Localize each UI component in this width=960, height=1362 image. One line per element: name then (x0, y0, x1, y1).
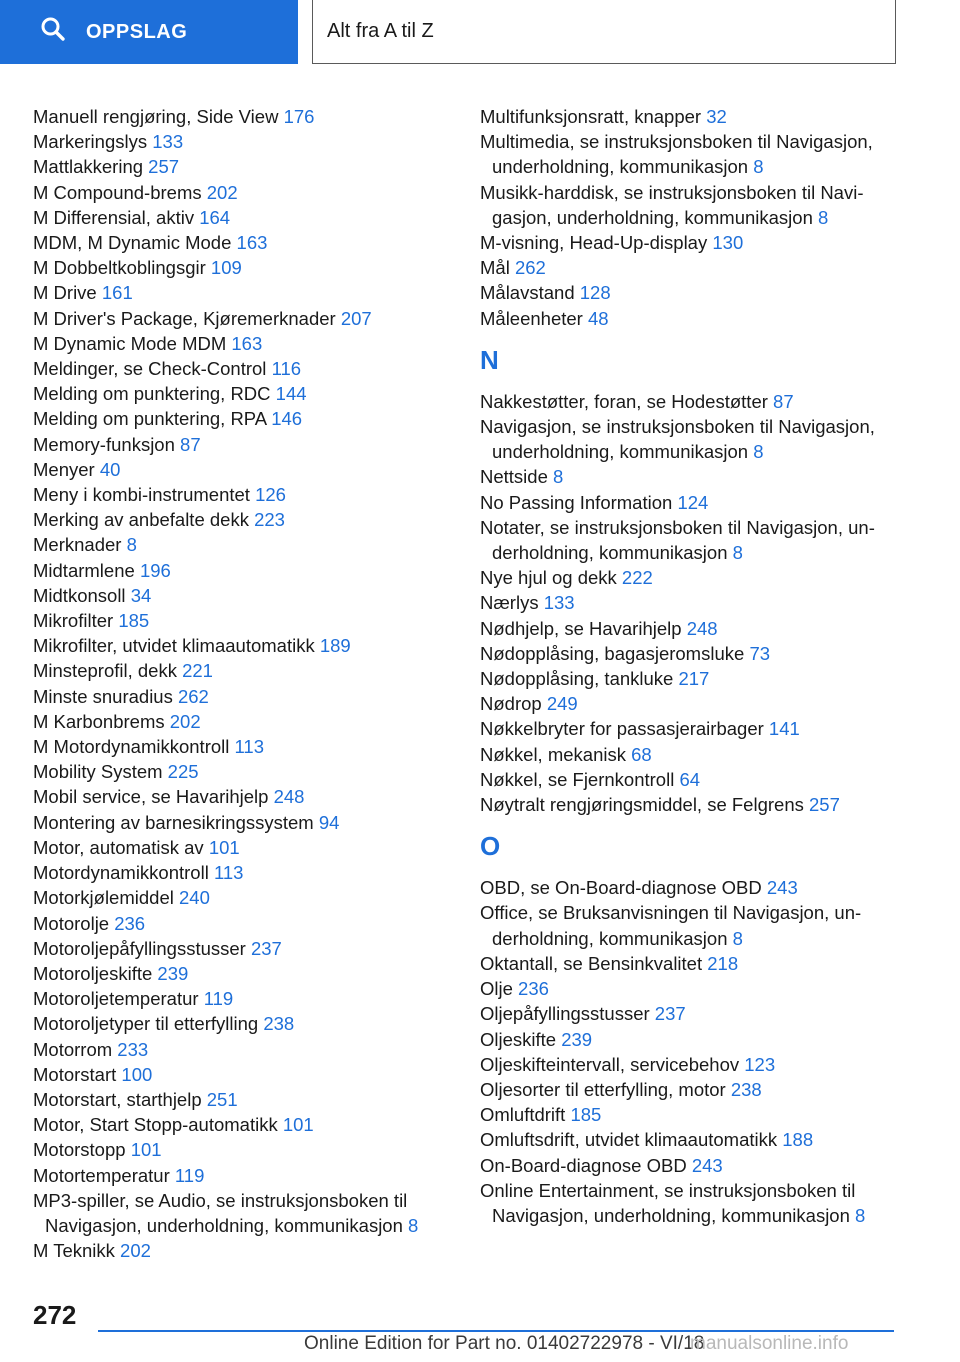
page-link[interactable]: 240 (179, 887, 210, 909)
page-link[interactable]: 8 (753, 441, 764, 463)
index-term: Nødopplåsing, tankluke (480, 668, 674, 690)
page-link[interactable]: 8 (732, 927, 743, 949)
index-entry (33, 784, 473, 809)
page-link[interactable]: 8 (408, 1214, 419, 1236)
page-link[interactable]: 262 (514, 257, 546, 279)
section-letter: N (480, 344, 499, 375)
index-entry (480, 666, 900, 691)
index-entry (480, 180, 900, 230)
index-term: Mattlakkering (33, 156, 144, 178)
index-term: Motoroljeskifte (33, 962, 153, 984)
index-term: Mobil service, se Havarihjelp (33, 786, 269, 808)
index-entry (33, 255, 473, 280)
index-term: Markeringslys (33, 131, 148, 153)
index-entry (33, 129, 473, 154)
page-link[interactable]: 141 (768, 718, 800, 740)
page-link[interactable]: 163 (231, 332, 263, 354)
index-entry (33, 860, 473, 885)
index-term: Motorstart, starthjelp (33, 1088, 202, 1110)
page-link[interactable]: 207 (340, 307, 372, 329)
page-link[interactable]: 185 (118, 610, 150, 632)
page-link[interactable]: 236 (114, 912, 146, 934)
index-entry (480, 565, 900, 590)
index-term: Notater, se instruksjonsboken til Navigasjon, un-derholdning, kommunikasjon (480, 516, 875, 564)
index-entry (33, 1112, 473, 1137)
index-entry (480, 641, 900, 666)
index-term: Midtarmlene (33, 559, 135, 581)
index-term: Nærlys (480, 592, 539, 614)
index-term: Manuell rengjøring, Side View (33, 106, 279, 127)
index-term: Nakkestøtter, foran, se Hodestøtter (480, 390, 768, 412)
index-term: MP3-spiller, se Audio, se instruksjonsboken til Navigasjon, underholdning, kommunikasjon (33, 1189, 408, 1236)
page-link[interactable]: 48 (587, 307, 609, 329)
index-entry (33, 104, 473, 129)
index-term: Motorstopp (33, 1139, 126, 1161)
page-link[interactable]: 94 (318, 811, 340, 833)
index-term: Motorrom (33, 1038, 113, 1060)
index-entry (480, 976, 900, 1001)
index-entry (33, 658, 473, 683)
index-entry (33, 457, 473, 482)
index-entry (480, 1153, 900, 1178)
page-link[interactable]: 109 (210, 257, 242, 279)
index-entry (33, 1037, 473, 1062)
index-entry (33, 532, 473, 557)
index-term: Olje (480, 978, 513, 1000)
index-entry (480, 306, 900, 331)
page-link[interactable]: 202 (206, 181, 238, 203)
index-term: Mål (480, 257, 510, 279)
index-term: Motor, Start Stopp-automatikk (33, 1114, 278, 1136)
index-entry (33, 911, 473, 936)
page-link[interactable]: 249 (546, 693, 578, 715)
section-title-tab (312, 0, 896, 64)
page-link[interactable]: 8 (818, 206, 829, 228)
page-link[interactable]: 113 (234, 736, 265, 758)
index-term: Måleenheter (480, 307, 583, 329)
page-link[interactable]: 222 (621, 567, 653, 589)
page-link[interactable]: 225 (167, 761, 199, 783)
search-icon[interactable] (40, 16, 86, 48)
index-term: Online Entertainment, se instruksjonsboken til Navigasjon, underholdning, kommunikasjon (480, 1179, 856, 1226)
page-link[interactable]: 196 (139, 559, 171, 581)
index-term: Nøytralt rengjøringsmiddel, se Felgrens (480, 794, 804, 816)
index-column-left (33, 104, 473, 1263)
index-entry (33, 180, 473, 205)
index-entry (33, 961, 473, 986)
index-entry (33, 558, 473, 583)
index-term: Nøkkel, se Fjernkontroll (480, 768, 675, 790)
page-link[interactable]: 8 (732, 542, 743, 564)
index-term: Mikrofilter, utvidet klimaautomatikk (33, 635, 315, 657)
index-entry (480, 280, 900, 305)
index-term: Merknader (33, 534, 122, 556)
page-link[interactable]: 223 (254, 509, 285, 531)
index-term: Minsteprofil, dekk (33, 660, 177, 682)
index-entry (33, 280, 473, 305)
page-number: 272 (33, 1300, 77, 1330)
index-entry (33, 1163, 473, 1188)
index-term: Nøkkel, mekanisk (480, 743, 626, 765)
index-term: Nødrop (480, 693, 542, 715)
index-term: Nøkkelbryter for passasjerairbager (480, 718, 764, 740)
index-term: Menyer (33, 458, 95, 480)
page-link[interactable]: 34 (130, 584, 152, 606)
index-entry (480, 716, 900, 741)
page-link[interactable]: 126 (255, 484, 286, 506)
page-link[interactable]: 248 (686, 617, 718, 639)
index-entry (480, 900, 900, 950)
page-link[interactable]: 176 (283, 106, 315, 127)
watermark: manualsonline.info (690, 1333, 849, 1354)
index-term: Motoroljetemperatur (33, 988, 199, 1010)
index-entry (33, 936, 473, 961)
index-term: Motorstart (33, 1063, 117, 1085)
index-term: Motortemperatur (33, 1164, 170, 1186)
index-term: Nye hjul og dekk (480, 567, 617, 589)
index-entry (480, 230, 900, 255)
page-link[interactable]: 239 (561, 1028, 593, 1050)
index-entry (33, 1087, 473, 1112)
index-term: Omluftdrift (480, 1104, 566, 1126)
index-entry (33, 885, 473, 910)
section-letter: O (480, 831, 501, 862)
index-term: Nettside (480, 466, 548, 488)
index-term: Melding om punktering, RPA (33, 408, 267, 430)
index-term: Mobility System (33, 761, 163, 783)
index-term: M Karbonbrems (33, 710, 165, 732)
index-entry (33, 759, 473, 784)
index-entry (33, 432, 473, 457)
tab-oppslag-label: OPPSLAG (86, 20, 188, 43)
page-link[interactable]: 133 (543, 592, 575, 614)
index-term: Multimedia, se instruksjonsboken til Navigasjon, underholdning, kommunikasjon (480, 131, 873, 178)
index-entry (33, 986, 473, 1011)
index-term: Melding om punktering, RDC (33, 383, 271, 405)
index-entry (480, 1127, 900, 1152)
index-entry (480, 1102, 900, 1127)
page-link[interactable]: 119 (203, 988, 234, 1010)
page-link[interactable]: 185 (570, 1104, 602, 1126)
index-entry (480, 1027, 900, 1052)
page-link[interactable]: 161 (101, 282, 133, 304)
index-entry (480, 1178, 900, 1228)
footer-divider (98, 1330, 894, 1332)
index-entry (480, 414, 900, 464)
index-entry (33, 1062, 473, 1087)
index-entry (33, 482, 473, 507)
index-entry (33, 835, 473, 860)
index-entry (480, 389, 900, 414)
index-term: Meldinger, se Check-Control (33, 358, 267, 380)
page-link[interactable]: 237 (250, 937, 282, 959)
index-entry (480, 1077, 900, 1102)
index-term: Nødopplåsing, bagasjeromsluke (480, 642, 745, 664)
index-column-right (480, 104, 900, 1228)
page-link[interactable]: 144 (275, 383, 307, 405)
page-link[interactable]: 8 (855, 1204, 866, 1226)
index-term: On-Board-diagnose OBD (480, 1154, 687, 1176)
index-entry (33, 230, 473, 255)
index-term: M Dobbeltkoblingsgir (33, 257, 206, 279)
page-link[interactable]: 8 (553, 466, 564, 488)
index-term: Multifunksjonsratt, knapper (480, 106, 702, 127)
index-term: Oljeskifteintervall, servicebehov (480, 1053, 740, 1075)
index-entry (33, 583, 473, 608)
page-link[interactable]: 123 (744, 1053, 776, 1075)
index-term: MDM, M Dynamic Mode (33, 232, 232, 254)
index-term: M Differensial, aktiv (33, 206, 195, 228)
index-entry (33, 356, 473, 381)
index-entry (33, 684, 473, 709)
index-entry (33, 608, 473, 633)
index-entry (33, 1011, 473, 1036)
index-entry (33, 1188, 473, 1238)
index-term: M Compound-brems (33, 181, 202, 203)
index-term: Nødhjelp, se Havarihjelp (480, 617, 682, 639)
index-term: Motorolje (33, 912, 110, 934)
page-link[interactable]: 68 (631, 743, 652, 765)
index-term: Midtkonsoll (33, 584, 126, 606)
page-link[interactable]: 238 (263, 1013, 295, 1035)
page-link[interactable]: 221 (182, 660, 213, 682)
index-term: M Dynamic Mode MDM (33, 332, 227, 354)
index-term: M Driver's Package, Kjøremerknader (33, 307, 336, 329)
page-link[interactable]: 251 (206, 1088, 238, 1110)
index-entry (480, 691, 900, 716)
page-link[interactable]: 237 (654, 1003, 686, 1025)
index-term: Omluftsdrift, utvidet klimaautomatikk (480, 1129, 778, 1151)
page-link[interactable]: 248 (273, 786, 305, 808)
index-entry (33, 633, 473, 658)
index-entry (480, 767, 900, 792)
page-link[interactable]: 100 (121, 1063, 153, 1085)
page-link[interactable]: 189 (319, 635, 351, 657)
index-term: Musikk-harddisk, se instruksjonsboken til Navi-gasjon, underholdning, kommunikasjon (480, 181, 864, 228)
index-term: Motoroljetyper til etterfylling (33, 1013, 259, 1035)
index-term: Navigasjon, se instruksjonsboken til Navigasjon, underholdning, kommunikasjon (480, 416, 875, 463)
index-entry (33, 406, 473, 431)
page-link[interactable]: 124 (677, 491, 709, 513)
page-link[interactable]: 217 (678, 668, 710, 690)
index-term: Montering av barnesikringssystem (33, 811, 314, 833)
index-entry (480, 742, 900, 767)
section-title: Alt fra A til Z (327, 20, 434, 42)
page-link[interactable]: 119 (174, 1164, 205, 1186)
index-entry (480, 1001, 900, 1026)
page-link[interactable]: 113 (213, 862, 244, 884)
index-entry (480, 875, 900, 900)
page-link[interactable]: 146 (271, 408, 303, 430)
page-link[interactable]: 257 (809, 794, 840, 816)
page-link[interactable]: 243 (766, 877, 798, 899)
index-term: Office, se Bruksanvisningen til Navigasjon, un-derholdning, kommunikasjon (480, 902, 862, 949)
index-entry (33, 306, 473, 331)
index-term: Oljeskifte (480, 1028, 557, 1050)
index-term: M Teknikk (33, 1240, 115, 1262)
index-term: Mikrofilter (33, 610, 114, 632)
index-entry (480, 1052, 900, 1077)
index-term: Meny i kombi-instrumentet (33, 484, 250, 506)
index-entry (480, 490, 900, 515)
index-term: OBD, se On-Board-diagnose OBD (480, 877, 762, 899)
page-link[interactable]: 101 (208, 836, 240, 858)
page-link[interactable]: 101 (282, 1114, 314, 1136)
page-link[interactable]: 202 (169, 710, 201, 732)
index-entry (480, 792, 900, 817)
index-entry (33, 1137, 473, 1162)
index-entry (480, 616, 900, 641)
page-link[interactable]: 8 (753, 156, 764, 178)
index-entry (480, 255, 900, 280)
index-entry (33, 1238, 473, 1263)
page-link[interactable]: 233 (117, 1038, 149, 1060)
page-link[interactable]: 188 (782, 1129, 814, 1151)
index-term: M-visning, Head-Up-display (480, 232, 708, 254)
page-link[interactable]: 64 (679, 768, 701, 790)
page-link[interactable]: 133 (152, 131, 184, 153)
page-link[interactable]: 87 (773, 390, 794, 412)
index-entry (33, 331, 473, 356)
index-entry (33, 507, 473, 532)
page-link[interactable]: 8 (126, 534, 137, 556)
index-term: Memory-funksjon (33, 433, 175, 455)
index-term: Målavstand (480, 282, 575, 304)
index-term: Minste snuradius (33, 685, 173, 707)
page-link[interactable]: 243 (691, 1154, 723, 1176)
index-entry (33, 734, 473, 759)
index-term: M Motordynamikkontroll (33, 736, 230, 758)
index-entry (33, 709, 473, 734)
index-entry (33, 381, 473, 406)
tab-oppslag[interactable] (0, 0, 298, 64)
page-link[interactable]: 236 (518, 978, 549, 1000)
index-entry (480, 104, 900, 129)
index-term: Merking av anbefalte dekk (33, 509, 249, 531)
index-entry (480, 590, 900, 615)
index-term: Oljesorter til etterfylling, motor (480, 1078, 726, 1100)
page-link[interactable]: 238 (730, 1078, 762, 1100)
index-term: Motor, automatisk av (33, 836, 204, 858)
page-link[interactable]: 239 (157, 962, 189, 984)
page-link[interactable]: 116 (271, 358, 302, 380)
page-link[interactable]: 202 (120, 1240, 151, 1262)
index-term: No Passing Information (480, 491, 673, 513)
index-term: Motorkjølemiddel (33, 887, 174, 909)
index-entry (33, 154, 473, 179)
page-link[interactable]: 87 (180, 433, 201, 455)
index-term: Oljepåfyllingsstusser (480, 1003, 650, 1025)
page-link[interactable]: 163 (236, 232, 268, 254)
page-link[interactable]: 262 (177, 685, 209, 707)
page-link[interactable]: 32 (706, 106, 727, 127)
page-link[interactable]: 257 (148, 156, 180, 178)
index-entry (480, 515, 900, 565)
page-link[interactable]: 164 (199, 206, 231, 228)
page-link[interactable]: 218 (707, 952, 739, 974)
index-entry (480, 129, 900, 179)
index-entry (33, 205, 473, 230)
page-link[interactable]: 73 (749, 642, 771, 664)
page-link[interactable]: 130 (712, 232, 744, 254)
page-link[interactable]: 40 (99, 458, 121, 480)
page-link[interactable]: 128 (579, 282, 611, 304)
index-term: Motordynamikkontroll (33, 862, 209, 884)
index-term: Motoroljepåfyllingsstusser (33, 937, 246, 959)
index-entry (480, 464, 900, 489)
index-term: Oktantall, se Bensinkvalitet (480, 952, 703, 974)
index-entry (33, 810, 473, 835)
page-link[interactable]: 101 (130, 1139, 162, 1161)
edition-note: Online Edition for Part no. 01402722978 - VI/18 (304, 1333, 705, 1354)
index-term: M Drive (33, 282, 97, 304)
index-entry (480, 951, 900, 976)
